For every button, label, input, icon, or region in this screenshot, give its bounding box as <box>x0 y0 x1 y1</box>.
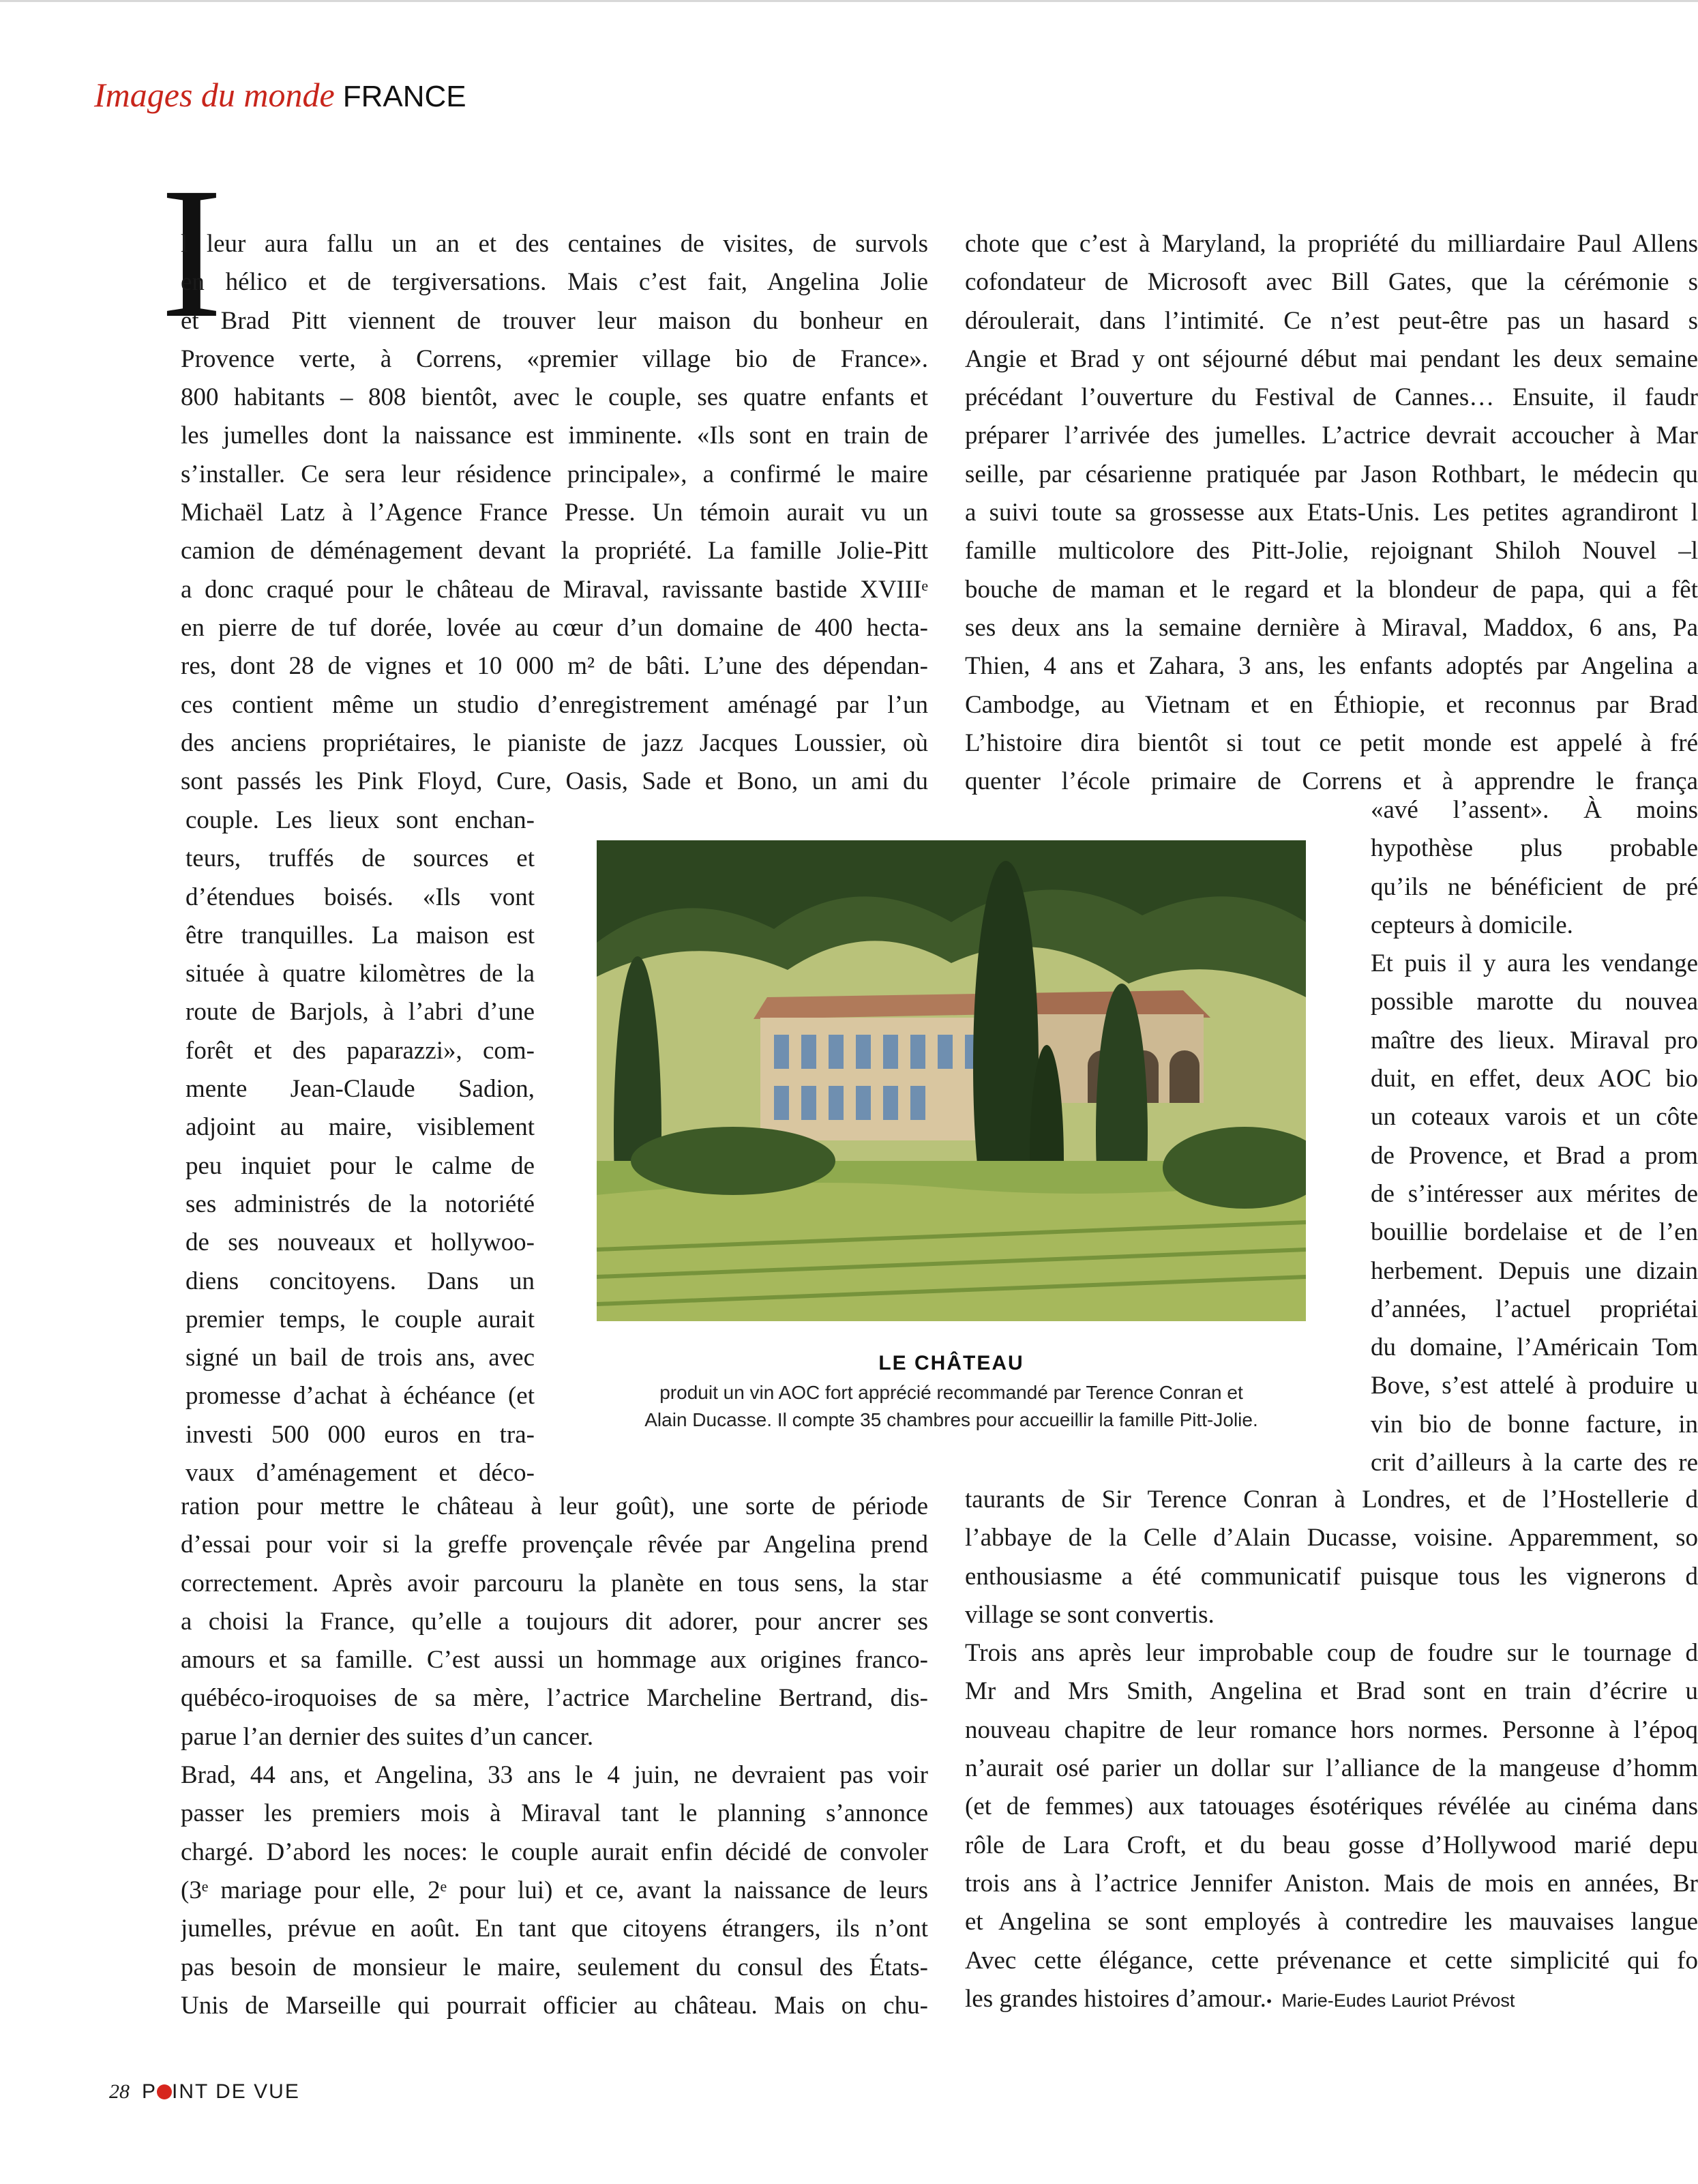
text-line: duit, en effet, deux AOC bio <box>1371 1065 1698 1093</box>
text-line: en pierre de tuf dorée, lovée au cœur d’un domaine de 400 hecta- <box>181 613 928 642</box>
text-line: forêt et des paparazzi», com- <box>185 1036 535 1065</box>
text-line: déroulerait, dans l’intimité. Ce n’est peut-être pas un hasard s <box>965 306 1698 335</box>
text-line: du domaine, l’Américain Tom <box>1371 1333 1698 1362</box>
article-column-1-bottom <box>181 1488 928 2025</box>
article-column-2-wrap <box>1371 791 1698 1482</box>
text-line: hypothèse plus probable <box>1371 834 1698 863</box>
text-line: n’aurait osé parier un dollar sur l’alliance de la mangeuse d’homm <box>965 1754 1698 1783</box>
text-line: promesse d’achat à échéance (et <box>185 1382 535 1411</box>
text-line: en hélico et de tergiversations. Mais c’est fait, Angelina Jolie <box>181 268 928 297</box>
text-line: ces contient même un studio d’enregistrement aménagé par l’un <box>181 690 928 719</box>
text-line: investi 500 000 euros en tra- <box>185 1420 535 1449</box>
text-line: de ses nouveaux et hollywoo- <box>185 1228 535 1257</box>
text-line: diens concitoyens. Dans un <box>185 1267 535 1295</box>
article-closing-line <box>965 1980 1698 2018</box>
text-line: signé un bail de trois ans, avec <box>185 1344 535 1372</box>
text-line: Bove, s’est attelé à produire u <box>1371 1372 1698 1400</box>
text-line: Cambodge, au Vietnam et en Éthiopie, et reconnus par Brad <box>965 690 1698 719</box>
text-line: nouveau chapitre de leur romance hors normes. Personne à l’époq <box>965 1715 1698 1744</box>
text-line: Angie et Brad y ont séjourné début mai pendant les deux semaine <box>965 344 1698 373</box>
text-line: cofondateur de Microsoft avec Bill Gates, que la cérémonie s <box>965 268 1698 297</box>
page-number: 28 <box>109 2080 130 2103</box>
text-line: (et de femmes) aux tatouages ésotériques révélée au cinéma dans <box>965 1792 1698 1821</box>
closing-text: les grandes histoires d’amour. <box>965 1985 1266 2013</box>
text-line: route de Barjols, à l’abri d’une <box>185 998 535 1027</box>
drop-cap: I <box>160 149 223 357</box>
article-column-2-top <box>965 225 1698 801</box>
text-line: maître des lieux. Miraval pro <box>1371 1026 1698 1054</box>
text-line: d’étendues boisés. «Ils vont <box>185 883 535 911</box>
text-line: ration pour mettre le château à leur goût), une sorte de période <box>181 1492 928 1520</box>
article-column-2-bottom <box>965 1481 1698 1980</box>
magazine-name <box>142 2080 300 2103</box>
text-line: trois ans à l’actrice Jennifer Aniston. Mais de mois en années, Br <box>965 1869 1698 1898</box>
text-line: située à quatre kilomètres de la <box>185 960 535 988</box>
text-line: seille, par césarienne pratiquée par Jason Rothbart, le médecin qu <box>965 460 1698 488</box>
magazine-name-rest: INT DE VUE <box>172 2080 300 2103</box>
text-line: être tranquilles. La maison est <box>185 921 535 949</box>
text-line: les jumelles dont la naissance est imminente. «Ils sont en train de <box>181 422 928 450</box>
section-rubric <box>94 75 466 115</box>
photo-caption <box>590 1352 1313 1434</box>
text-line: d’essai pour voir si la greffe provençale rêvée par Angelina prend <box>181 1531 928 1559</box>
text-line: des anciens propriétaires, le pianiste de jazz Jacques Loussier, où <box>181 728 928 757</box>
text-line: ses administrés de la notoriété <box>185 1190 535 1218</box>
text-line: cepteurs à domicile. <box>1371 911 1573 939</box>
text-line: L’histoire dira bientôt si tout ce petit monde est appelé à fré <box>965 728 1698 757</box>
text-line: bouche de maman et le regard et la blondeur de papa, qui a fêt <box>965 575 1698 604</box>
text-line: Unis de Marseille qui pourrait officier au château. Mais on chu- <box>181 1991 928 2020</box>
text-line: préparer l’arrivée des jumelles. L’actrice devrait accoucher à Mar <box>965 422 1698 450</box>
text-line: camion de déménagement devant la propriété. La famille Jolie-Pitt <box>181 537 928 565</box>
text-line: a choisi la France, qu’elle a toujours dit adorer, pour ancrer ses <box>181 1607 928 1636</box>
text-line: parue l’an dernier des suites d’un cancer. <box>181 1722 594 1751</box>
text-line: qu’ils ne bénéficient de pré <box>1371 872 1698 901</box>
text-line: possible marotte du nouvea <box>1371 988 1698 1016</box>
text-line: chargé. D’abord les noces: le couple aurait enfin décidé de convoler <box>181 1838 928 1866</box>
text-line: village se sont convertis. <box>965 1600 1215 1629</box>
caption-line-2: Alain Ducasse. Il compte 35 chambres pour accueillir la famille Pitt-Jolie. <box>644 1409 1258 1430</box>
text-line: de Provence, et Brad a prom <box>1371 1141 1698 1170</box>
text-line: québéco-iroquoises de sa mère, l’actrice Marcheline Bertrand, dis- <box>181 1684 928 1713</box>
top-rule <box>0 0 1698 2</box>
magazine-logo-dot <box>157 2084 172 2099</box>
text-line: Et puis il y aura les vendange <box>1371 949 1698 978</box>
caption-line-1: produit un vin AOC fort apprécié recommandé par Terence Conran et <box>659 1382 1243 1403</box>
text-line: Avec cette élégance, cette prévenance et cette simplicité qui fo <box>965 1946 1698 1975</box>
text-line: enthousiasme a été communicatif puisque tous les vignerons d <box>965 1562 1698 1591</box>
text-line: pas besoin de monsieur le maire, seulement du consul des États- <box>181 1953 928 1981</box>
text-line: res, dont 28 de vignes et 10 000 m² de bâti. L’une des dépendan- <box>181 652 928 681</box>
text-line: s’installer. Ce sera leur résidence principale», a confirmé le maire <box>181 460 928 488</box>
text-line: et Brad Pitt viennent de trouver leur maison du bonheur en <box>181 306 928 335</box>
text-line: 800 habitants – 808 bientôt, avec le couple, ses quatre enfants et <box>181 383 928 412</box>
text-line: adjoint au maire, visiblement <box>185 1113 535 1142</box>
text-line: peu inquiet pour le calme de <box>185 1151 535 1180</box>
section-country: FRANCE <box>342 80 466 113</box>
text-line: d’années, l’actuel propriétai <box>1371 1295 1698 1323</box>
author-byline: Marie-Eudes Lauriot Prévost <box>1281 1990 1515 2011</box>
text-line: crit d’ailleurs à la carte des re <box>1371 1449 1698 1477</box>
text-line: jumelles, prévue en août. En tant que citoyens étrangers, ils n’ont <box>181 1915 928 1943</box>
text-line: bouillie bordelaise et de l’en <box>1371 1218 1698 1247</box>
text-line: quenter l’école primaire de Correns et à apprendre le frança <box>965 767 1698 796</box>
text-line: teurs, truffés de sources et <box>185 844 535 873</box>
text-line: couple. Les lieux sont enchan- <box>185 806 535 834</box>
article-column-1-wrap <box>185 801 535 1492</box>
text-line: mente Jean-Claude Sadion, <box>185 1075 535 1104</box>
text-line: passer les premiers mois à Miraval tant le planning s’annonce <box>181 1799 928 1828</box>
text-line: un coteaux varois et un côte <box>1371 1103 1698 1132</box>
text-line: de s’intéresser aux mérites de <box>1371 1179 1698 1208</box>
text-line: taurants de Sir Terence Conran à Londres, et de l’Hostellerie d <box>965 1486 1698 1514</box>
text-line: ses deux ans la semaine dernière à Miraval, Maddox, 6 ans, Pa <box>965 613 1698 642</box>
text-line: vin bio de bonne facture, in <box>1371 1410 1698 1438</box>
section-title-italic: Images du monde <box>94 76 335 114</box>
magazine-name-p: P <box>142 2080 158 2103</box>
text-line: a suivi toute sa grossesse aux Etats-Unis. Les petites agrandiront l <box>965 499 1698 527</box>
text-line: précédant l’ouverture du Festival de Cannes… Ensuite, il faudr <box>965 383 1698 412</box>
text-line: l’abbaye de la Celle d’Alain Ducasse, voisine. Apparemment, so <box>965 1524 1698 1552</box>
text-line: Provence verte, à Correns, «premier village bio de France». <box>181 344 928 373</box>
text-line: Brad, 44 ans, et Angelina, 33 ans le 4 juin, ne devraient pas voir <box>181 1761 928 1790</box>
text-line: amours et sa famille. C’est aussi un hommage aux origines franco- <box>181 1646 928 1674</box>
page-footer <box>109 2080 300 2104</box>
chateau-illustration <box>597 840 1306 1321</box>
text-line: herbement. Depuis une dizain <box>1371 1256 1698 1285</box>
caption-title: LE CHÂTEAU <box>878 1352 1024 1374</box>
text-line: Thien, 4 ans et Zahara, 3 ans, les enfants adoptés par Angelina a <box>965 652 1698 681</box>
text-line: chote que c’est à Maryland, la propriété du milliardaire Paul Allens <box>965 230 1698 258</box>
text-line: rôle de Lara Croft, et du beau gosse d’Hollywood marié depu <box>965 1831 1698 1859</box>
text-line: Mr and Mrs Smith, Angelina et Brad sont en train d’écrire u <box>965 1677 1698 1706</box>
end-bullet: • <box>1266 1993 1272 2011</box>
text-line: (3ᵉ mariage pour elle, 2ᵉ pour lui) et ce, avant la naissance de leurs <box>181 1876 928 1904</box>
text-line: l leur aura fallu un an et des centaines de visites, de survols <box>181 230 928 258</box>
text-line: sont passés les Pink Floyd, Cure, Oasis, Sade et Bono, un ami du <box>181 767 928 796</box>
article-column-1-top <box>181 225 928 801</box>
text-line: Trois ans après leur improbable coup de foudre sur le tournage d <box>965 1639 1698 1668</box>
text-line: a donc craqué pour le château de Miraval, ravissante bastide XVIIIᵉ <box>181 575 928 604</box>
text-line: premier temps, le couple aurait <box>185 1305 535 1333</box>
text-line: et Angelina se sont employés à contredire les mauvaises langue <box>965 1908 1698 1936</box>
text-line: vaux d’aménagement et déco- <box>185 1459 535 1488</box>
chateau-photo <box>597 840 1306 1321</box>
text-line: correctement. Après avoir parcouru la planète en tous sens, la star <box>181 1569 928 1597</box>
text-line: Michaël Latz à l’Agence France Presse. Un témoin aurait vu un <box>181 499 928 527</box>
text-line: famille multicolore des Pitt-Jolie, rejoignant Shiloh Nouvel –l <box>965 537 1698 565</box>
text-line: «avé l’assent». À moins <box>1371 796 1698 824</box>
